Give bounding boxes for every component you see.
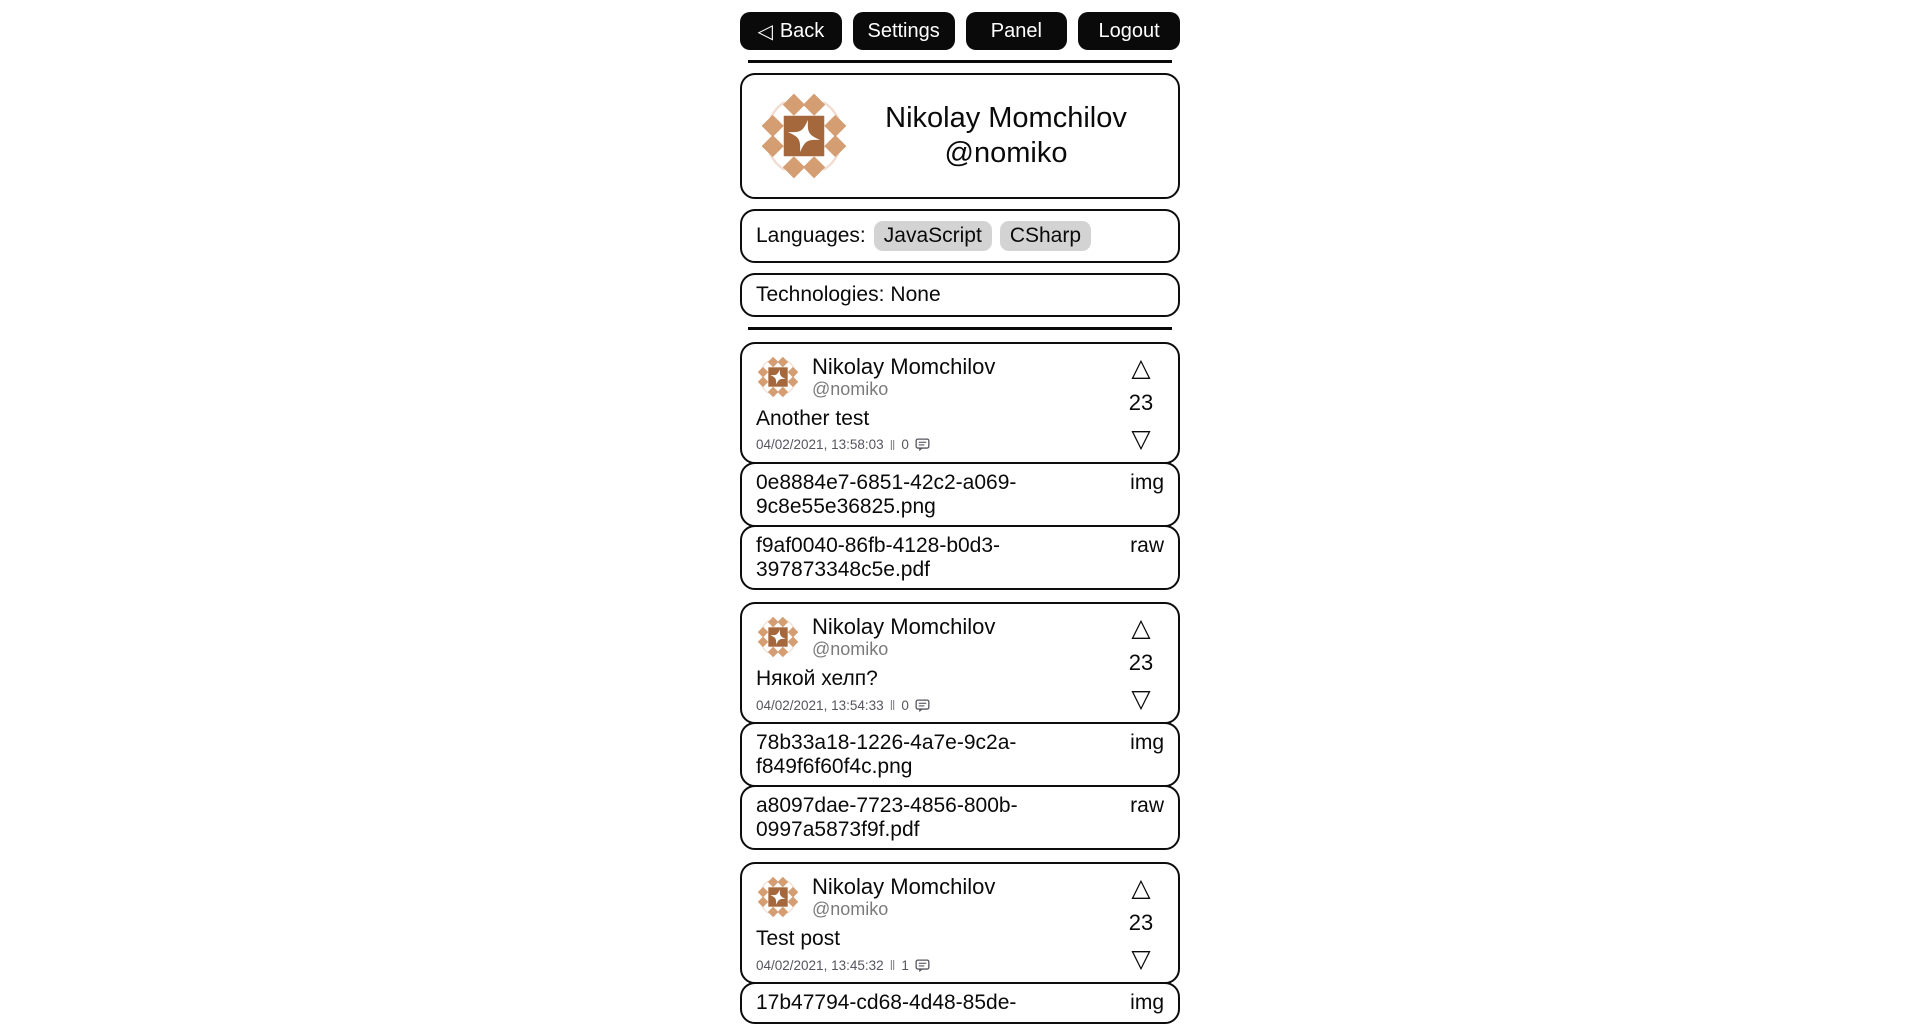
attachment-type: img — [1130, 731, 1164, 755]
toolbar — [740, 12, 1180, 50]
panel-button[interactable] — [966, 12, 1068, 50]
post-score: 23 — [1128, 910, 1154, 936]
post-author-row — [756, 614, 1164, 660]
attachment-filename: f9af0040-86fb-4128-b0d3-397873348c5e.pdf — [756, 534, 1001, 581]
post-comment-count: 0 — [901, 437, 909, 453]
panel-button-label: Panel — [990, 19, 1042, 42]
languages-card — [740, 209, 1180, 263]
post-author-handle: @nomiko — [812, 899, 889, 920]
language-tag: CSharp — [1000, 221, 1091, 251]
post-title: Някой хелп? — [756, 667, 878, 691]
post-author-handle: @nomiko — [812, 379, 889, 400]
post-author-name: Nikolay Momchilov — [812, 354, 996, 379]
post-score: 23 — [1128, 389, 1154, 415]
post-author-handle: @nomiko — [812, 639, 889, 660]
technologies-label: Technologies: — [756, 283, 885, 306]
post-title: Test post — [756, 927, 841, 951]
post-score: 23 — [1128, 650, 1154, 676]
post-header[interactable] — [740, 602, 1180, 724]
post — [740, 342, 1180, 590]
comments-icon — [915, 438, 930, 452]
post-header[interactable] — [740, 342, 1180, 464]
divider-posts — [748, 327, 1172, 330]
post — [740, 602, 1180, 850]
profile-name: Nikolay Momchilov — [885, 101, 1127, 134]
post — [740, 862, 1180, 1024]
downvote-icon[interactable]: ▽ — [1131, 423, 1151, 453]
divider-top — [748, 60, 1172, 63]
attachment-row[interactable] — [740, 785, 1180, 850]
meta-separator: ‖ — [889, 436, 896, 453]
attachment-type: img — [1130, 991, 1164, 1015]
languages-label: Languages: — [756, 224, 866, 247]
post-meta — [756, 957, 1164, 973]
post-timestamp: 04/02/2021, 13:45:32 — [756, 957, 884, 973]
post-score-column — [1118, 355, 1164, 451]
upvote-icon[interactable]: △ — [1131, 613, 1151, 643]
logout-button-label: Logout — [1098, 19, 1160, 42]
post-author-avatar — [756, 615, 800, 659]
post-author-avatar — [756, 355, 800, 399]
comments-icon — [915, 699, 930, 713]
attachment-row[interactable] — [740, 722, 1180, 787]
attachment-filename: a8097dae-7723-4856-800b-0997a5873f9f.pdf — [756, 794, 1018, 841]
logout-button[interactable] — [1078, 12, 1180, 50]
technologies-card — [740, 273, 1180, 317]
content-column — [740, 12, 1180, 1024]
post-score-column — [1118, 873, 1164, 974]
language-tag: JavaScript — [874, 221, 992, 251]
profile-avatar — [758, 90, 850, 182]
settings-button[interactable] — [853, 12, 955, 50]
attachment-row[interactable] — [740, 525, 1180, 590]
post-comment-count: 0 — [901, 697, 909, 713]
settings-button-label: Settings — [867, 19, 940, 42]
downvote-icon[interactable]: ▽ — [1131, 944, 1151, 974]
downvote-icon[interactable]: ▽ — [1131, 684, 1151, 714]
back-icon: ◁ — [757, 20, 773, 43]
post-header[interactable] — [740, 862, 1180, 984]
comments-icon — [915, 959, 930, 973]
attachment-filename: 17b47794-cd68-4d48-85de- — [756, 991, 1017, 1015]
post-author-row — [756, 874, 1164, 920]
post-meta — [756, 437, 1164, 453]
post-title: Another test — [756, 406, 870, 430]
attachment-filename: 0e8884e7-6851-42c2-a069-9c8e55e36825.png — [756, 470, 1017, 518]
attachment-row[interactable] — [740, 462, 1180, 527]
attachment-filename: 78b33a18-1226-4a7e-9c2a-f849f6f60f4c.png — [756, 731, 1017, 778]
post-author-name: Nikolay Momchilov — [812, 874, 996, 900]
post-meta — [756, 697, 1164, 713]
meta-separator: ‖ — [889, 957, 896, 974]
attachment-type: raw — [1130, 534, 1164, 558]
meta-separator: ‖ — [889, 697, 896, 714]
post-author-row — [756, 354, 1164, 400]
technologies-value: None — [890, 283, 941, 306]
profile-names — [850, 101, 1162, 172]
post-timestamp: 04/02/2021, 13:58:03 — [756, 437, 884, 453]
post-author-avatar — [756, 875, 800, 919]
attachment-row[interactable] — [740, 982, 1180, 1024]
upvote-icon[interactable]: △ — [1131, 353, 1151, 382]
back-button-label: Back — [779, 19, 825, 42]
profile-handle: @nomiko — [944, 137, 1068, 169]
post-comment-count: 1 — [901, 957, 909, 973]
profile-card — [740, 73, 1180, 199]
post-author-name: Nikolay Momchilov — [812, 614, 996, 640]
attachment-type: img — [1130, 470, 1164, 494]
attachment-type: raw — [1130, 794, 1164, 818]
post-timestamp: 04/02/2021, 13:54:33 — [756, 697, 884, 713]
post-score-column — [1118, 613, 1164, 714]
upvote-icon[interactable]: △ — [1131, 873, 1151, 903]
back-button[interactable] — [740, 12, 842, 50]
